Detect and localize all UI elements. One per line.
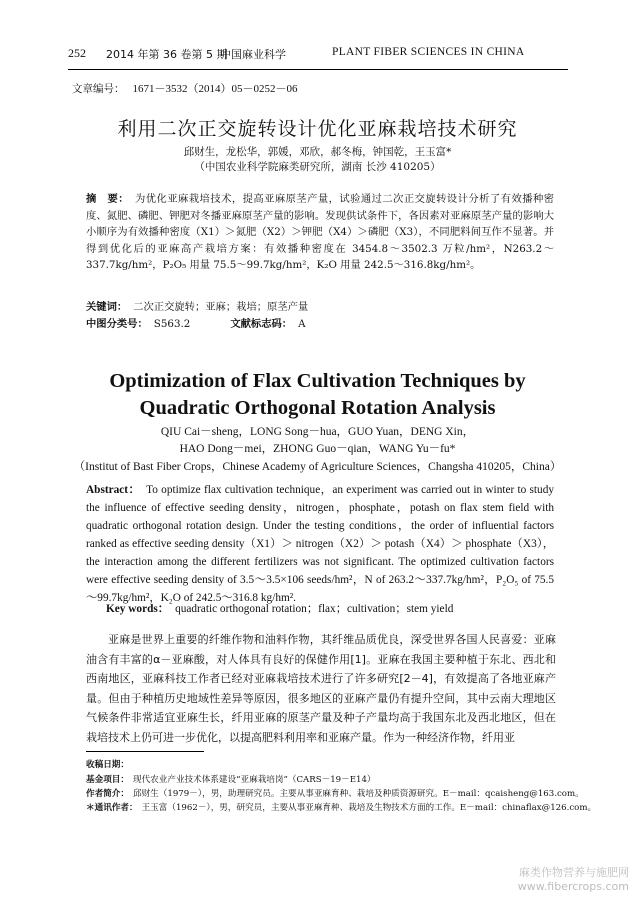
authors-en-line1: QIU Cai－sheng，LONG Song－hua，GUO Yuan，DENG Xin，	[160, 426, 475, 438]
watermark-line1: 麻类作物营养与施肥网	[519, 866, 629, 879]
authors-cn: 邱财生，龙松华，郭媛，邓欣，郝冬梅，钟国乾，王玉富*	[183, 146, 452, 158]
affiliation-cn: （中国农业科学院麻类研究所，湖南 长沙 410205）	[194, 161, 441, 173]
doc-code-label: 文献标志码：	[230, 318, 293, 330]
footnote-fund-text: 现代农业产业技术体系建设“亚麻栽培岗”（CARS－19－E14）	[132, 775, 376, 785]
footnote-received	[86, 758, 566, 770]
watermark-line2: www.fibercrops.com	[517, 880, 629, 893]
abstract-en-label: Abstract：	[86, 484, 141, 496]
abstract-en	[86, 481, 554, 607]
doc-code-value: A	[298, 318, 306, 330]
title-en	[0, 368, 635, 422]
keywords-cn-label: 关键词：	[86, 301, 128, 313]
authors-en	[0, 424, 635, 458]
footnote-author-label: 作者简介：	[86, 789, 129, 799]
abstract-cn-label: 摘 要：	[86, 193, 130, 205]
header-rule	[68, 69, 568, 70]
abstract-cn-text: 为优化亚麻栽培技术，提高亚麻原茎产量，试验通过二次正交旋转设计分析了有效播种密度、氮肥、磷肥、钾肥对冬播亚麻原茎产量的影响。发现供试条件下，各因素对亚麻原茎产量的影响大小顺序为有效播种密度（X1）＞氮肥（X2）＞钾肥（X4）＞磷肥（X3），不同肥料间互作不显著。并得到优化后的亚麻高产栽培方案：有效播种密度在 3454.8～3502.3 万粒/hm²，N263.2～337.7kg/hm²，P₂O₅ 用量 75.5～99.7kg/hm²，K₂O 用量 242.5～316.8kg/hm²。	[86, 193, 555, 271]
article-number	[72, 80, 298, 96]
title-en-line1: Optimization of Flax Cultivation Techniques by	[109, 370, 526, 392]
keywords-en-text: quadratic orthogonal rotation；flax；cultivation；stem yield	[175, 603, 454, 615]
title-cn: 利用二次正交旋转设计优化亚麻栽培技术研究	[117, 118, 518, 140]
watermark	[518, 866, 629, 894]
authors-en-line2: HAO Dong－mei，ZHONG Guo－qian，WANG Yu－fu*	[179, 443, 456, 455]
footnote-corresponding-text: 王玉富（1962－），男，研究员，主要从事亚麻育种、栽培及生物技术方面的工作。E－mail：chinaflax@126.com。	[141, 803, 597, 813]
footnote-corresponding	[86, 801, 597, 813]
clc-value: S563.2	[153, 318, 191, 330]
keywords-en	[106, 600, 453, 616]
footnote-corresponding-label: ＊通讯作者：	[86, 803, 138, 813]
keywords-cn	[86, 298, 308, 313]
clc-label: 中图分类号：	[86, 318, 148, 330]
classification-line	[86, 315, 306, 330]
footnote-fund	[86, 773, 566, 785]
footnote-fund-label: 基金项目：	[86, 775, 129, 785]
abstract-cn	[86, 191, 554, 274]
footnote-author-text: 邱财生（1979－），男，助理研究员。主要从事亚麻育种、栽培及种质资源研究。E－mail：qcaisheng@163.com。	[132, 789, 584, 799]
article-number-label: 文章编号：	[72, 83, 125, 95]
keywords-en-label: Key words：	[106, 603, 170, 615]
article-number-value: 1671－3532（2014）05－0252－06	[132, 83, 298, 95]
abstract-en-text: To optimize flax cultivation technique，an experiment was carried out in winter to study the influence of effective seeding density，nitrogen，phosphate，potash on flax stem field with quadratic orthogonal rotation design. Under the testing conditions，the order of influential factors ranked as effective seeding density（X1）＞ nitrogen（X2）＞ potash（X4）＞ phosphate（X3），the interaction among the different fertilizers was not significant. The optimized cultivation factors were effective seeding density of 3.5～3.5×106 seeds/hm²，N of 263.2～337.7kg/hm²，P₂O₅ of 75.5～99.7kg/hm²，K₂O of 242.5～316.8 kg/hm².	[86, 484, 554, 604]
keywords-cn-text: 二次正交旋转；亚麻；栽培；原茎产量	[133, 301, 309, 313]
body-paragraph: 亚麻是世界上重要的纤维作物和油料作物，其纤维品质优良，深受世界各国人民喜爱：亚麻油含有丰富的α－亚麻酸，对人体具有良好的保健作用[1]。亚麻在我国主要种植于东北、西北和西南地区，亚麻科技工作者已经对亚麻栽培技术进行了许多研究[2－4]，有效提高了各地亚麻产量。但由于种植历史地域性差异等原因，很多地区的亚麻产量仍有提升空间，其中云南大理地区气候条件非常适宜亚麻生长，纤用亚麻的原茎产量及种子产量均高于我国东北及西北地区，但在栽培技术上仍可进一步优化，以提高肥料利用率和亚麻产量。作为一种经济作物，纤用亚	[86, 633, 556, 744]
journal-name-en: PLANT FIBER SCIENCES IN CHINA	[332, 46, 525, 58]
footnote-author	[86, 787, 584, 799]
footnote-rule	[86, 751, 204, 752]
page-number: 252	[68, 46, 86, 60]
title-en-line2: Quadratic Orthogonal Rotation Analysis	[139, 397, 496, 419]
affiliation-en: （Institut of Bast Fiber Crops，Chinese Academy of Agriculture Sciences，Changsha 410205，China）	[73, 461, 562, 473]
journal-name-cn: 中国麻业科学	[220, 48, 286, 61]
footnote-received-label: 收稿日期：	[86, 760, 129, 770]
issue-info: 2014 年第 36 卷第 5 期	[106, 48, 228, 61]
